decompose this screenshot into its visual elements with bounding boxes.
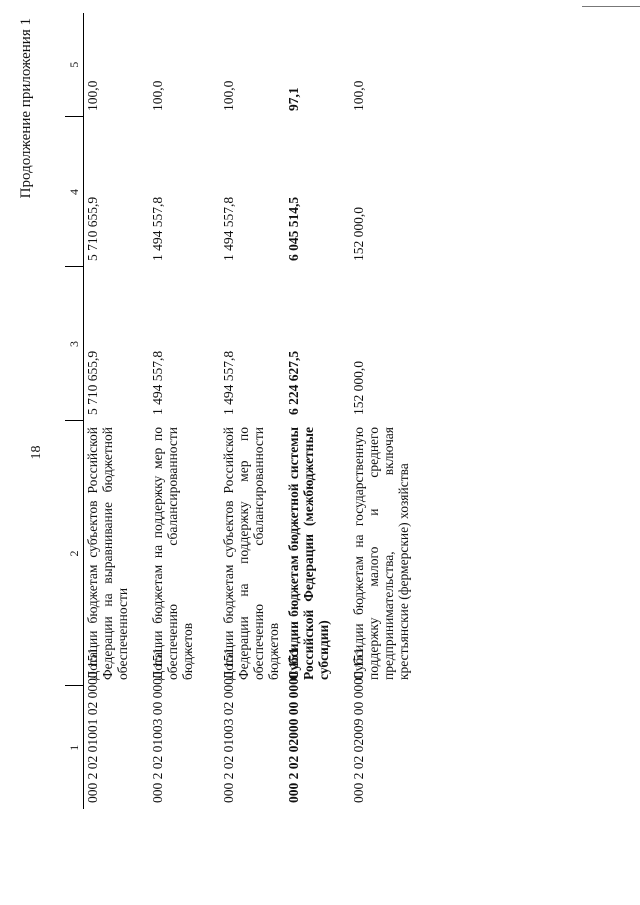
- budget-code: 000 2 02 01001 02 0000 151: [85, 647, 100, 803]
- value-col4: 5 710 655,9: [85, 196, 100, 261]
- table-row: [84, 13, 150, 809]
- column-header: 2: [65, 421, 84, 686]
- value-col3: 5 710 655,9: [85, 350, 100, 415]
- table-row: [220, 13, 285, 809]
- page-number: 18: [29, 445, 44, 460]
- value-col5: 100,0: [85, 80, 100, 111]
- budget-code: 000 2 02 01003 02 0000 151: [221, 647, 236, 803]
- budget-item-name: Дотации бюджетам субъектов Российской Федерации на поддержку мер по обеспечению сбалансированности бюджетов: [221, 427, 281, 680]
- appendix-caption: Продолжение приложения 1: [18, 18, 34, 199]
- column-header: 5: [65, 13, 84, 117]
- value-col3: 1 494 557,8: [150, 350, 165, 415]
- value-col4: 6 045 514,5: [286, 196, 301, 261]
- value-col4: 1 494 557,8: [150, 196, 165, 261]
- value-col4: 152 000,0: [351, 207, 366, 261]
- value-col5: 97,1: [286, 87, 301, 111]
- table-row-total: [285, 13, 350, 809]
- budget-code: 000 2 02 02009 00 0000 151: [351, 647, 366, 803]
- table-row: [350, 13, 415, 809]
- budget-code: 000 2 02 01003 00 0000 151: [150, 647, 165, 803]
- header-row: [65, 13, 84, 809]
- value-col3: 1 494 557,8: [221, 350, 236, 415]
- value-col5: 100,0: [221, 80, 236, 111]
- value-col4: 1 494 557,8: [221, 196, 236, 261]
- budget-item-name: Субсидии бюджетам бюджетной системы Российской Федерации (межбюджетные субсидии): [286, 427, 331, 680]
- value-col5: 100,0: [150, 80, 165, 111]
- budget-item-name: Субсидии бюджетам на государственную поддержку малого и среднего предпринимательства, включая крестьянские (фермерские) хозяйства: [351, 427, 411, 680]
- table-row: [149, 13, 220, 809]
- column-header: 4: [65, 117, 84, 267]
- budget-item-name: Дотации бюджетам на поддержку мер по обеспечению сбалансированности бюджетов: [150, 427, 195, 680]
- value-col5: 100,0: [351, 80, 366, 111]
- value-col3: 6 224 627,5: [286, 350, 301, 415]
- budget-code: 000 2 02 02000 00 0000 151: [286, 647, 301, 803]
- column-header: 3: [65, 267, 84, 421]
- column-header: 1: [65, 686, 84, 809]
- budget-table: [65, 13, 415, 809]
- value-col3: 152 000,0: [351, 361, 366, 415]
- budget-item-name: Дотации бюджетам субъектов Российской Федерации на выравнивание бюджетной обеспеченности: [85, 427, 130, 680]
